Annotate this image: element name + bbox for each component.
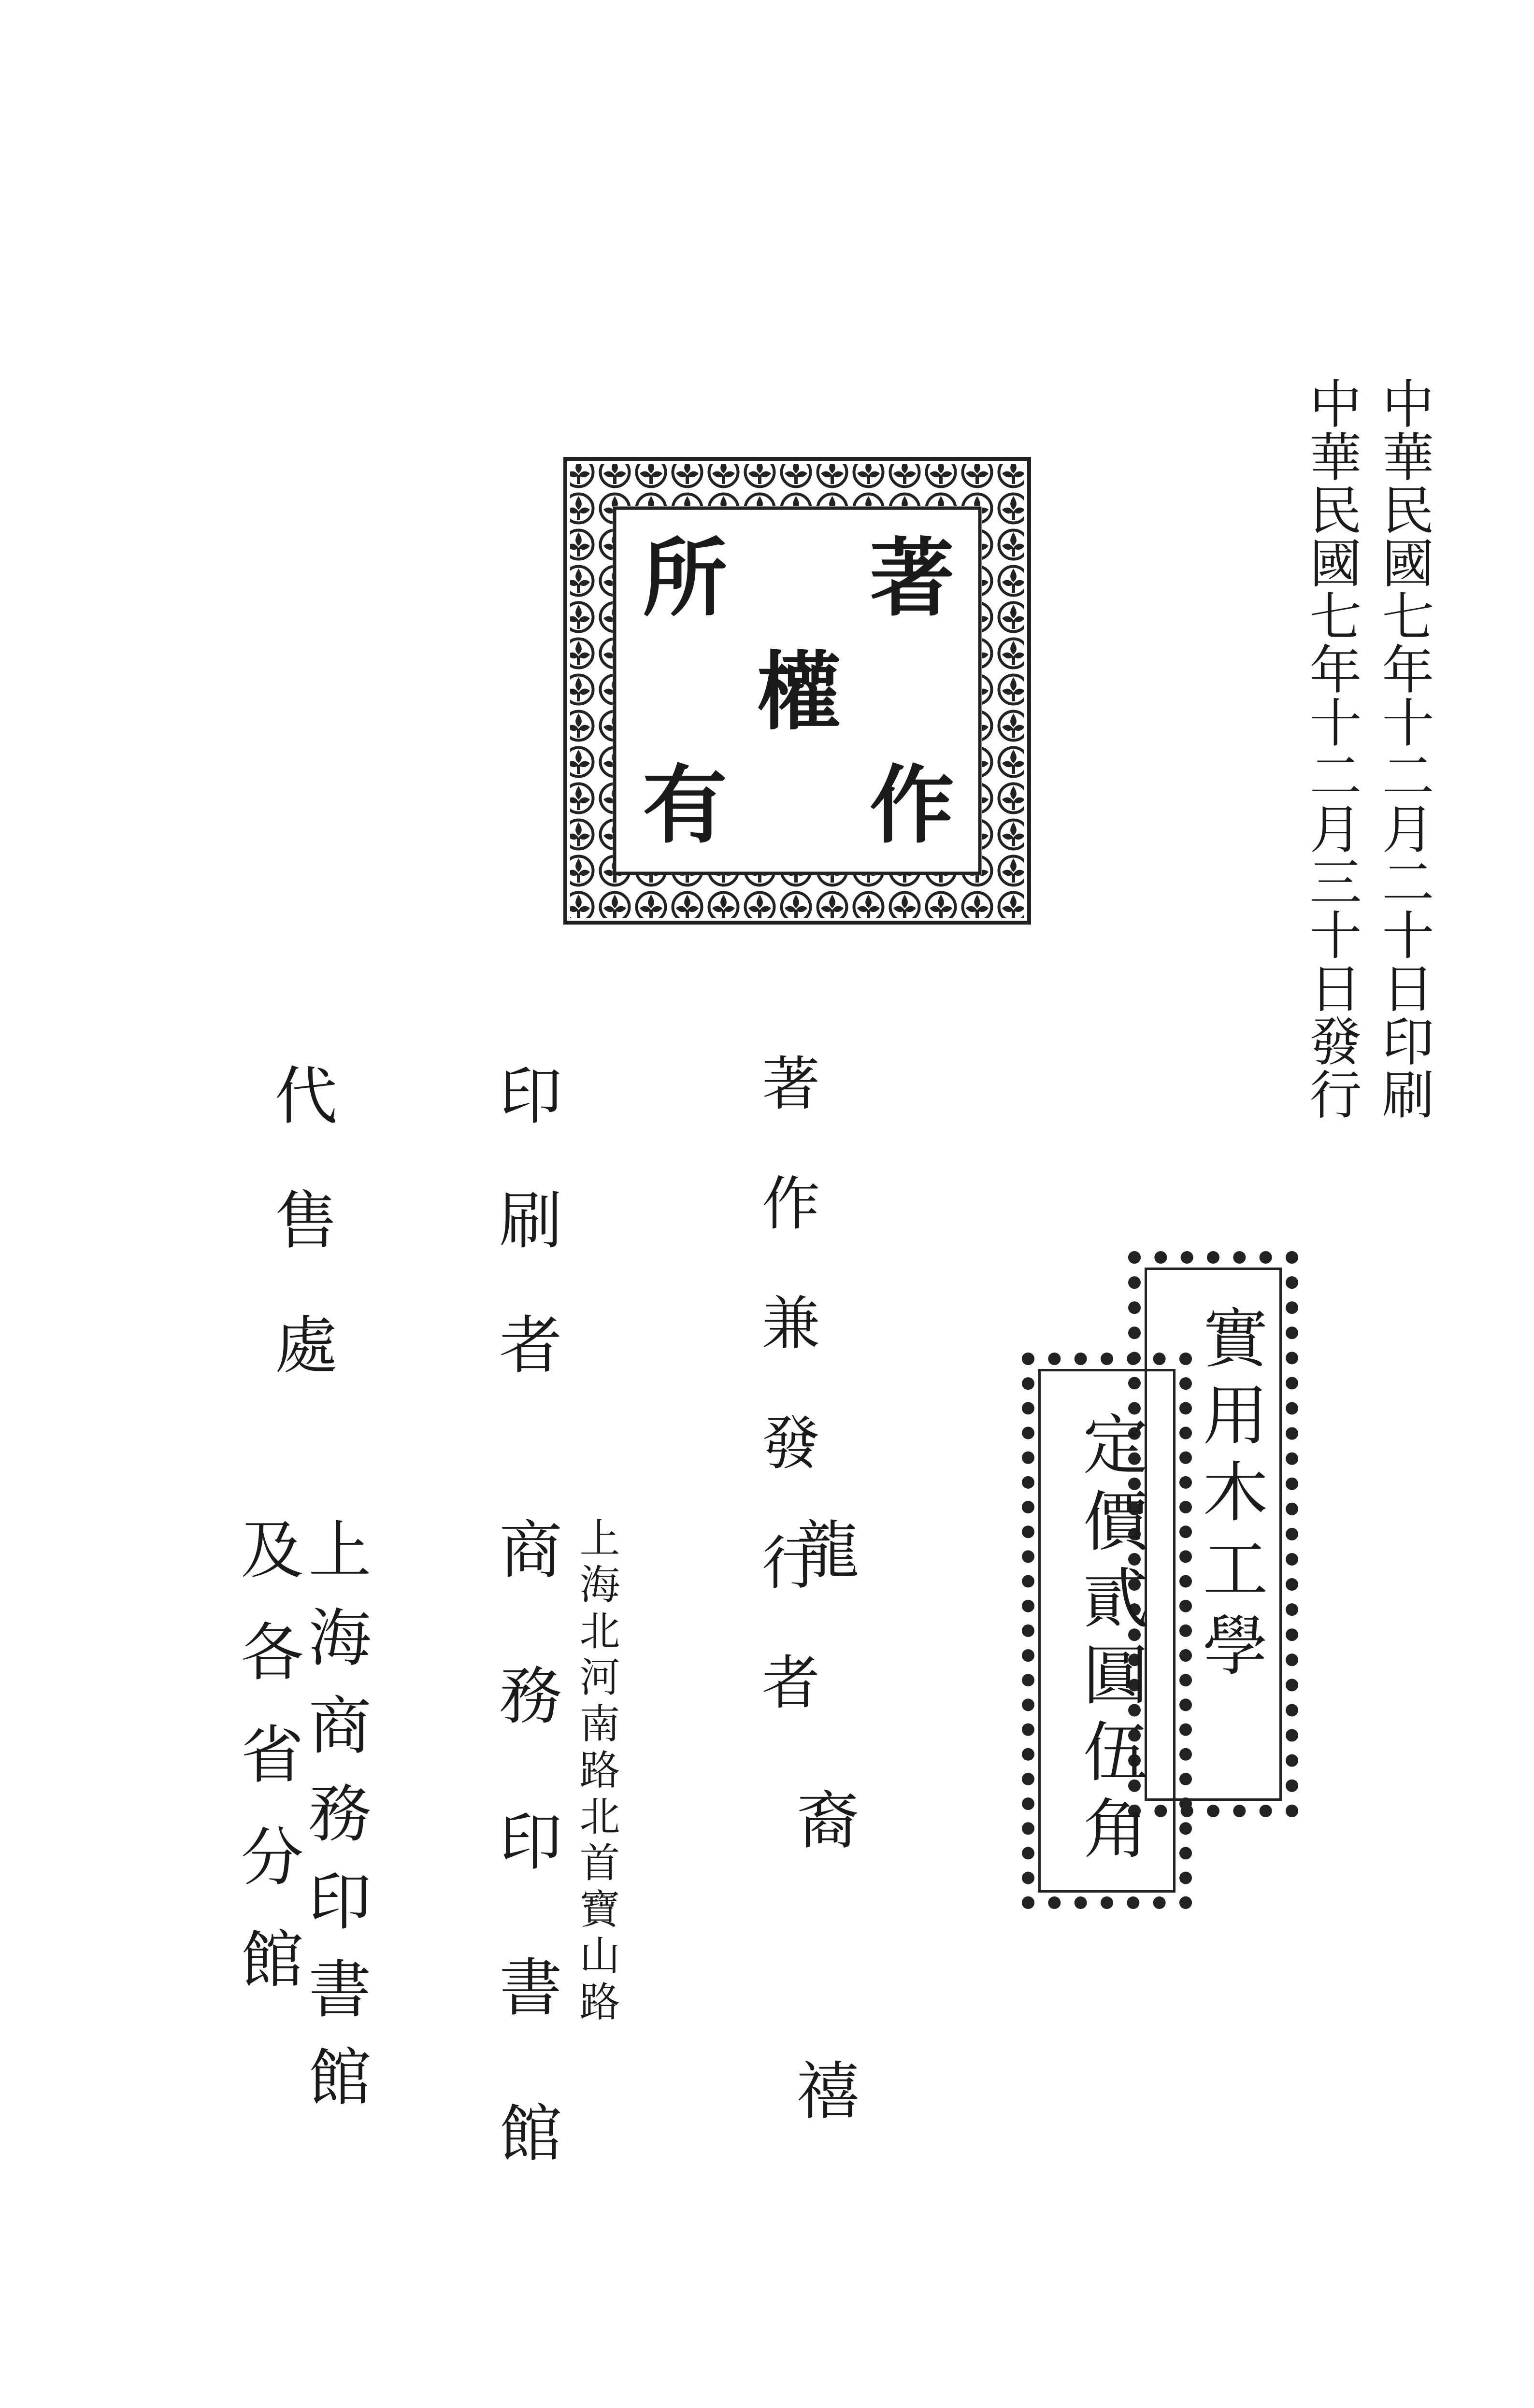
author-label: 著作兼發行者 <box>752 1053 819 1772</box>
seller-name-1: 上海商務印書館 <box>298 1517 372 2132</box>
seal-char-5: 有 <box>643 756 727 855</box>
print-date: 中華民國七年十二月二十日印刷 <box>1373 377 1434 1121</box>
author-name: 龍裔禧 <box>786 1517 860 2328</box>
printer-label: 印刷者 <box>489 1063 562 1437</box>
seal-char-2: 作 <box>870 756 954 855</box>
seal-char-4: 所 <box>643 529 727 628</box>
printer-address: 上海北河南路北首寶山路 <box>573 1517 620 2027</box>
seal-char-1: 著 <box>870 529 954 628</box>
seller-label: 代售處 <box>264 1063 338 1437</box>
copyright-seal <box>560 454 1034 927</box>
publish-date: 中華民國七年十二月三十日發行 <box>1301 377 1361 1121</box>
book-title: 實用木工學 <box>1192 1304 1268 1688</box>
seller-name-2: 及各省分館 <box>230 1517 304 2029</box>
book-price: 定價貳圓伍角 <box>1072 1411 1148 1871</box>
printer-name: 商務印書館 <box>489 1517 562 2246</box>
seal-char-3: 權 <box>756 642 841 741</box>
